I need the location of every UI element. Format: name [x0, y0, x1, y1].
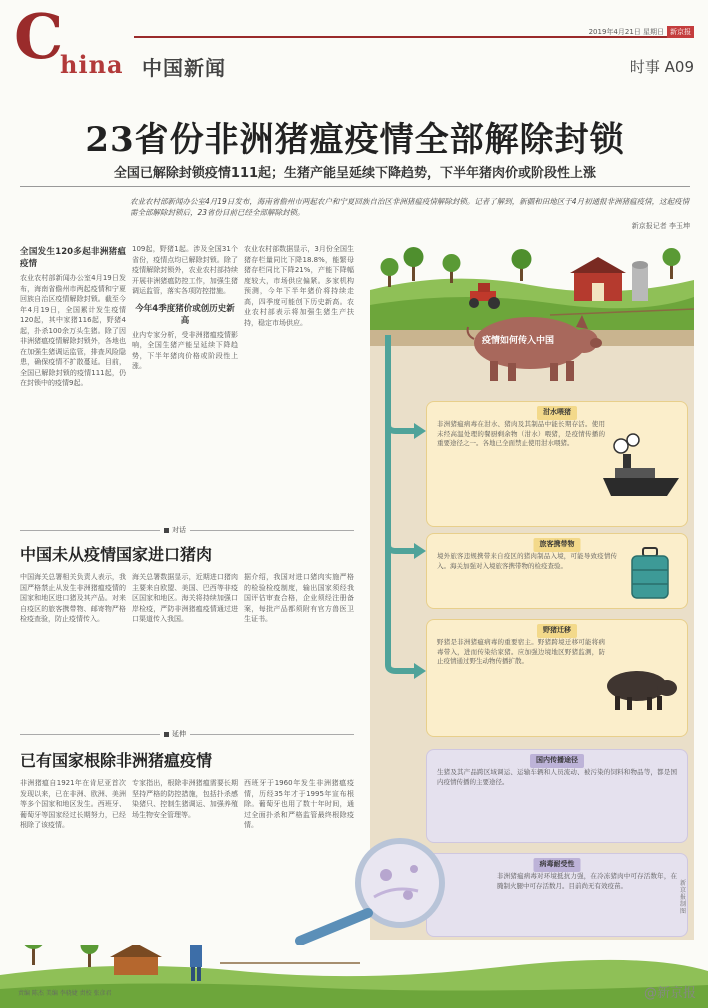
article2-column-2	[132, 572, 238, 722]
info-box-label: 国内传播途径	[530, 754, 584, 768]
info-box-luggage	[426, 533, 688, 609]
section-tag-2: 延伸	[160, 729, 190, 739]
article3-column-1	[20, 778, 126, 878]
masthead	[14, 0, 694, 90]
info-box-wild-boar	[426, 619, 688, 737]
article2-column-1	[20, 572, 126, 722]
watermark: @新京报	[643, 986, 696, 1001]
article2-text-1: 中国海关总署相关负责人表示，我国严格禁止从发生非洲猪瘟疫情的国家和地区进口猪及其产品。对来自疫区的旅客携带物、邮寄物严格检疫查验，防止疫情传入。	[20, 573, 126, 623]
page-headline: 23省份非洲猪瘟疫情全部解除封锁	[85, 120, 625, 160]
article1-column-2	[132, 244, 238, 516]
footer-credit: 责编 陈杰 美编 李骁婕 责校 张彦君	[18, 990, 112, 997]
article1-subhead-1: 全国发生120多起非洲猪瘟疫情	[20, 247, 126, 269]
info-box-label: 泔水喂猪	[537, 406, 577, 420]
silo-icon	[632, 261, 648, 301]
article1-column-3	[244, 244, 354, 516]
article3-title: 已有国家根除非洲猪瘟疫情	[20, 751, 213, 770]
article1-text-3: 农业农村部数据显示，3月份全国生猪存栏量同比下降18.8%，能繁母猪存栏同比下降21%，产能下降幅度较大，市场供应偏紧。多家机构预测，今年下半年猪价将持续走高，四季度可能创下历史新高。农业农村部表示将加强生猪生产扶持，稳定市场供应。	[244, 245, 354, 327]
info-box-text: 野猪是非洲猪瘟病毒的重要宿主。野猪跨境迁移可能将病毒带入，进而传染给家猪。应加强边境地区野猪监测，防止疫情通过野生动物传播扩散。	[437, 638, 605, 665]
section-page: 时事 A09	[629, 58, 694, 76]
article2-column-3	[244, 572, 354, 722]
info-box-swill	[426, 401, 688, 527]
suitcase-icon	[629, 546, 671, 602]
headline-rule	[20, 186, 690, 187]
info-box-label: 病毒耐受性	[534, 858, 581, 872]
masthead-section: 中国新闻	[142, 56, 226, 80]
article1-text-2: 109起，野猪1起。涉及全国31个省份，疫情点均已解除封锁。除了疫情解除封锁外，农业农村部持续开展非洲猪瘟防控工作，加强生猪调运监管，落实各项防控措施。	[132, 245, 238, 295]
barn-icon	[110, 945, 162, 975]
lead-credit: 新京报记者 李玉坤	[631, 222, 690, 230]
tree-icon	[22, 945, 99, 967]
info-box-virus-resistance	[426, 853, 688, 937]
article1-subhead-2: 今年4季度猪价或创历史新高	[135, 303, 235, 326]
magnifier-icon	[290, 835, 450, 945]
article3-text-3: 西班牙于1960年发生非洲猪瘟疫情，历经35年才于1995年宣布根除。葡萄牙也用了数十年时间，通过全面扑杀和严格监管最终根除疫情。	[244, 779, 354, 829]
info-box-text: 境外旅客违规携带来自疫区的猪肉制品入境，可能导致疫情传入。海关加强对入境旅客携带物的检疫查验。	[437, 552, 617, 570]
paper-badge: 新京报	[667, 26, 694, 38]
article2-title: 中国未从疫情国家进口猪肉	[20, 545, 213, 564]
info-box-text: 非洲猪瘟病毒在泔水、猪肉及其制品中能长期存活。使用未经高温处理的餐厨剩余物（泔水）喂猪，是疫情传播的重要途径之一。各地已全面禁止使用泔水喂猪。	[437, 420, 605, 447]
infographic	[370, 235, 694, 945]
info-box-domestic-spread	[426, 749, 688, 843]
info-box-text: 生猪及其产品跨区域调运、运输车辆和人员流动、被污染的饲料和物品等，都是国内疫情传播的主要途径。	[437, 768, 677, 786]
bottom-illustration	[0, 945, 708, 1008]
article3-text-1: 非洲猪瘟自1921年在肯尼亚首次发现以来，已在非洲、欧洲、美洲等多个国家和地区发生。西班牙、葡萄牙等国家经过长期努力，已经根除了该疫情。	[20, 779, 126, 829]
info-box-label: 野猪迁移	[537, 624, 577, 638]
ship-icon	[601, 432, 681, 502]
section-tag-1: 对话	[160, 525, 190, 535]
masthead-word: hina	[60, 50, 124, 79]
issue-date: 2019年4月21日 星期日	[588, 28, 664, 36]
date-line	[589, 26, 694, 38]
info-box-text: 非洲猪瘟病毒对环境抵抗力强，在冷冻猪肉中可存活数年，在腌制火腿中可存活数月。目前尚无有效疫苗。	[497, 872, 677, 890]
article3-text-2: 专家指出，根除非洲猪瘟需要长期坚持严格的防控措施，包括扑杀感染猪只、控制生猪调运、加强养殖场生物安全管理等。	[132, 779, 238, 819]
info-box-label: 旅客携带物	[534, 538, 581, 552]
article2-text-2: 海关总署数据显示，近期进口猪肉主要来自欧盟、美国、巴西等非疫区国家和地区。海关将持续加强口岸检疫，严防非洲猪瘟疫情通过进口渠道传入我国。	[132, 573, 238, 623]
article3-column-2	[132, 778, 238, 878]
side-credit: 新京报制图	[680, 880, 687, 915]
lead-paragraph: 农业农村部新闻办公室4月19日发布，海南省儋州市两起农户和宁夏回族自治区非洲猪瘟疫情解除封锁。记者了解到，新疆和田地区于4月初通报非洲猪瘟疫情，这起疫情需全部解除封锁后，23省份目前已经全部解除封锁。	[130, 197, 690, 217]
pig-title: 疫情如何传入中国	[482, 336, 555, 346]
flow-arrows	[370, 335, 430, 695]
masthead-letter: C	[14, 0, 64, 73]
article1-column-1	[20, 244, 126, 516]
page-subheadline: 全国已解除封锁疫情111起；生猪产能呈延续下降趋势，下半年猪肉价或阶段性上涨	[113, 166, 597, 181]
wild-boar-icon	[601, 662, 681, 712]
article1-text-1: 农业农村部新闻办公室4月19日发布，海南省儋州市两起疫情和宁夏回族自治区疫情解除封锁。截至今年4月19日，全国累计发生疫情120起，其中家猪116起，野猪4起，扑杀100余万头生猪。除了因非洲猪瘟疫情解除封锁外，各地也在加强生猪调运监管，排查风险隐患，确保疫情不扩散蔓延。目前，全国已解除封锁的疫情111起，仍在封锁中的疫情9起。	[20, 274, 126, 387]
article1-text-2b: 业内专家分析，受非洲猪瘟疫情影响，全国生猪产能呈延续下降趋势，下半年猪肉价格或阶段性上涨。	[132, 330, 238, 370]
article2-text-3: 据介绍，我国对进口猪肉实施严格的检验检疫制度，输出国家须经我国评估审查合格，企业须经注册备案，每批产品都须附有官方兽医卫生证书。	[244, 573, 354, 623]
